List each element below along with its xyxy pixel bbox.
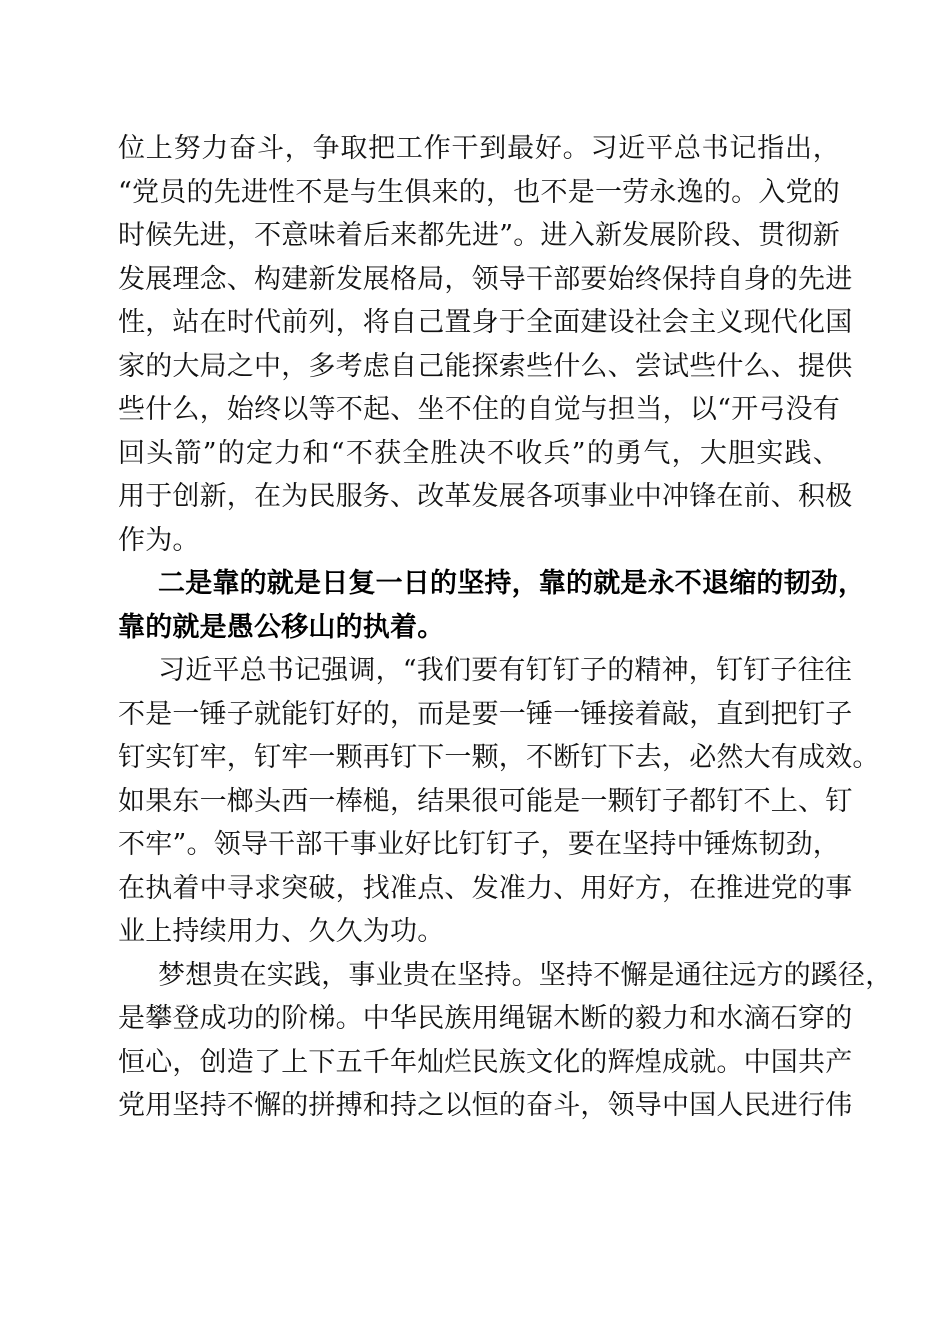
paragraph-3 xyxy=(118,649,880,954)
text-line: 是攀登成功的阶梯。中华民族用绳锯木断的毅力和水滴石穿的 xyxy=(118,1003,853,1034)
text-line: “党员的先进性不是与生俱来的，也不是一劳永逸的。入党的 xyxy=(118,176,840,208)
text-line: 作为。 xyxy=(118,524,200,556)
text-line: 回头箭”的定力和“不获全胜决不收兵”的勇气，大胆实践、 xyxy=(118,437,840,469)
heading-line: 靠的就是愚公移山的执着。 xyxy=(118,611,445,643)
text-line: 恒心，创造了上下五千年灿烂民族文化的辉煌成就。中国共产 xyxy=(118,1046,853,1078)
section-heading xyxy=(118,562,866,649)
document-body xyxy=(118,127,893,1128)
paragraph-4 xyxy=(118,954,893,1128)
text-line: 位上努力奋斗，争取把工作干到最好。习近平总书记指出， xyxy=(118,133,840,164)
text-line: 钉实钉牢，钉牢一颗再钉下一颗，不断钉下去，必然大有成效。 xyxy=(118,742,880,773)
text-line: 不是一锤子就能钉好的，而是要一锤一锤接着敲，直到把钉子 xyxy=(118,698,853,730)
text-line: 家的大局之中，多考虑自己能探索些什么、尝试些什么、提供 xyxy=(118,350,853,382)
text-line: 发展理念、构建新发展格局，领导干部要始终保持自身的先进 xyxy=(118,263,853,295)
text-line: 业上持续用力、久久为功。 xyxy=(118,916,445,947)
paragraph-1 xyxy=(118,127,853,562)
text-line: 梦想贵在实践，事业贵在坚持。坚持不懈是通往远方的蹊径， xyxy=(158,959,893,991)
text-line: 时候先进，不意味着后来都先进”。进入新发展阶段、贯彻新 xyxy=(118,220,840,251)
text-line: 些什么，始终以等不起、坐不住的自觉与担当，以“开弓没有 xyxy=(118,394,840,425)
text-line: 性，站在时代前列，将自己置身于全面建设社会主义现代化国 xyxy=(118,307,853,338)
heading-line: 二是靠的就是日复一日的坚持，靠的就是永不退缩的韧劲， xyxy=(158,568,866,599)
text-line: 在执着中寻求突破，找准点、发准力、用好方，在推进党的事 xyxy=(118,872,853,904)
text-line: 如果东一榔头西一棒槌，结果很可能是一颗钉子都钉不上、钉 xyxy=(118,785,853,817)
text-line: 党用坚持不懈的拼搏和持之以恒的奋斗，领导中国人民进行伟 xyxy=(118,1090,853,1121)
text-line: 习近平总书记强调，“我们要有钉钉子的精神，钉钉子往往 xyxy=(158,655,853,686)
text-line: 用于创新，在为民服务、改革发展各项事业中冲锋在前、积极 xyxy=(118,481,853,512)
text-line: 不牢”。领导干部干事业好比钉钉子，要在坚持中锤炼韧劲， xyxy=(118,829,840,860)
